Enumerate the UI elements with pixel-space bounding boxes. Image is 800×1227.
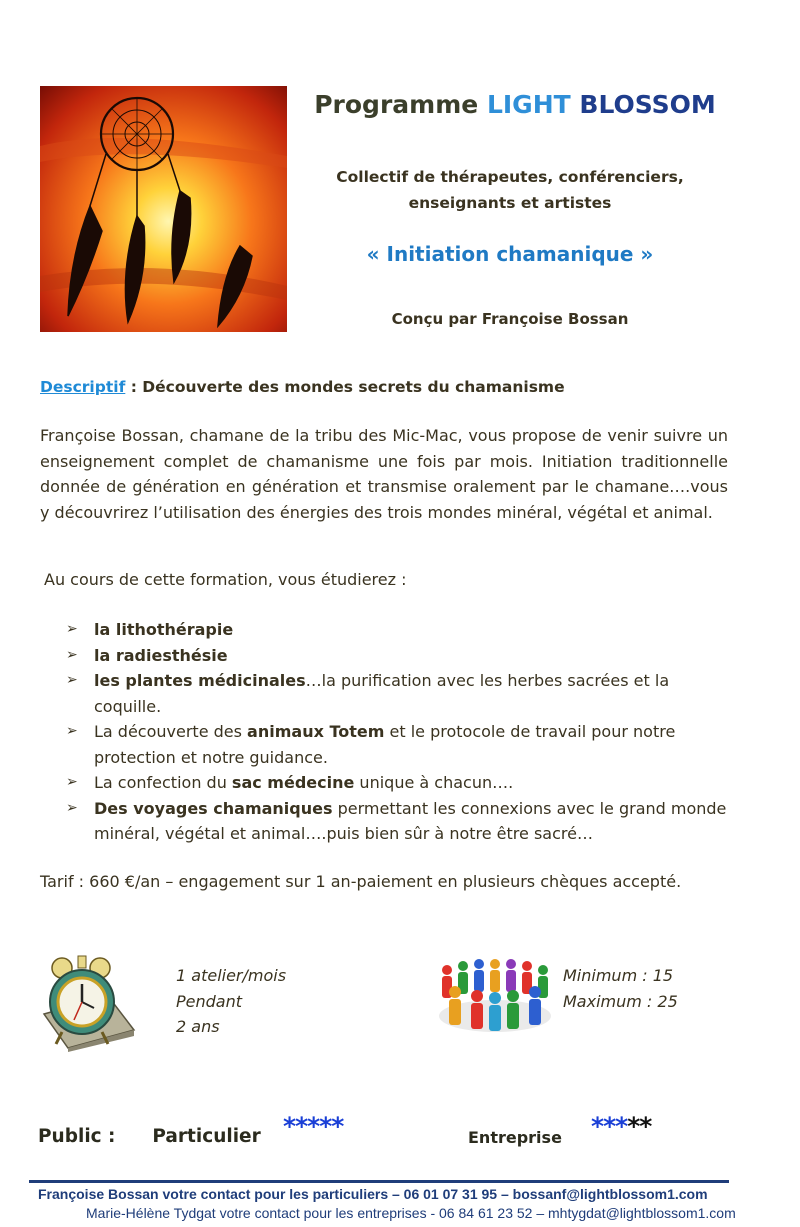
participants-min: Minimum : 15 (563, 966, 674, 985)
list-item: ➢ La découverte des animaux Totem et le protocole de travail pour notre protection et notre guidance. (66, 719, 736, 770)
people-circle-icon (433, 958, 558, 1036)
participants-info (563, 963, 678, 1014)
entreprise-stars-blue: *** (591, 1112, 628, 1141)
arrow-bullet-icon: ➢ (66, 672, 78, 688)
initiation-heading: « Initiation chamanique » (366, 242, 654, 266)
participants-max: Maximum : 25 (563, 991, 678, 1011)
descriptif-link[interactable]: Descriptif (40, 378, 126, 396)
collectif-line2: enseignants et artistes (408, 194, 612, 212)
descriptif-heading (40, 378, 565, 396)
intro-paragraph: Françoise Bossan, chamane de la tribu des Mic-Mac, vous propose de venir suivre un enseignement complet de chamanisme une fois par mois. Initiation traditionnelle donnée de génération en génération et transmise oralement par le chamane….vous y découvrirez l’utilisation des énergies des trois mondes minéral, végétal et animal. (40, 426, 728, 522)
title-prefix: Programme (314, 90, 479, 119)
list-item: ➢ les plantes médicinales…la purification avec les herbes sacrées et la coquille. (66, 668, 736, 719)
entreprise-rating (591, 1112, 651, 1141)
arrow-bullet-icon: ➢ (66, 621, 78, 637)
list-item: ➢ La confection du sac médecine unique à chacun…. (66, 770, 736, 796)
arrow-bullet-icon: ➢ (66, 723, 78, 739)
schedule-line2: Pendant (176, 991, 243, 1011)
descriptif-text: : Découverte des mondes secrets du chamanisme (125, 378, 565, 396)
alarm-clock-icon (38, 952, 138, 1052)
schedule-line1: 1 atelier/mois (176, 966, 287, 985)
list-item: ➢ Des voyages chamaniques permettant les connexions avec le grand monde minéral, végétal et animal….puis bien sûr à notre être sacré… (66, 796, 736, 847)
arrow-bullet-icon: ➢ (66, 799, 78, 816)
arrow-bullet-icon: ➢ (66, 646, 78, 663)
program-title (290, 90, 740, 119)
contact-entreprises: Marie-Hélène Tydgat votre contact pour les entreprises - 06 84 61 23 52 – mhtygdat@lightblossom1.com (86, 1205, 736, 1221)
contact-particuliers: Françoise Bossan votre contact pour les particuliers – 06 01 07 31 95 – bossanf@lightblossom1.com (38, 1186, 708, 1202)
cours-intro: Au cours de cette formation, vous étudierez : (44, 570, 407, 589)
list-item: ➢ la lithothérapie (66, 617, 736, 643)
entreprise-label: Entreprise (468, 1128, 562, 1147)
public-row (38, 1126, 261, 1147)
price-line: Tarif : 660 €/an – engagement sur 1 an-paiement en plusieurs chèques accepté. (40, 872, 682, 891)
arrow-bullet-icon: ➢ (66, 774, 78, 790)
list-item: ➢ la radiesthésie (66, 643, 736, 669)
schedule-info (176, 963, 286, 1040)
public-label: Public : (38, 1126, 116, 1147)
dreamcatcher-sunset-image (40, 86, 287, 332)
collectif-line1: Collectif de thérapeutes, conférenciers, (336, 168, 684, 186)
author-line: Conçu par Françoise Bossan (391, 310, 629, 328)
entreprise-stars-black: ** (627, 1112, 652, 1141)
topics-list (66, 617, 736, 847)
particulier-rating: ***** (283, 1112, 344, 1141)
footer-divider (29, 1180, 729, 1183)
collectif-subtitle (300, 164, 720, 216)
schedule-line3: 2 ans (176, 1017, 220, 1036)
title-light: LIGHT (486, 90, 571, 119)
particulier-label: Particulier (152, 1126, 261, 1147)
title-blossom: BLOSSOM (579, 90, 716, 119)
